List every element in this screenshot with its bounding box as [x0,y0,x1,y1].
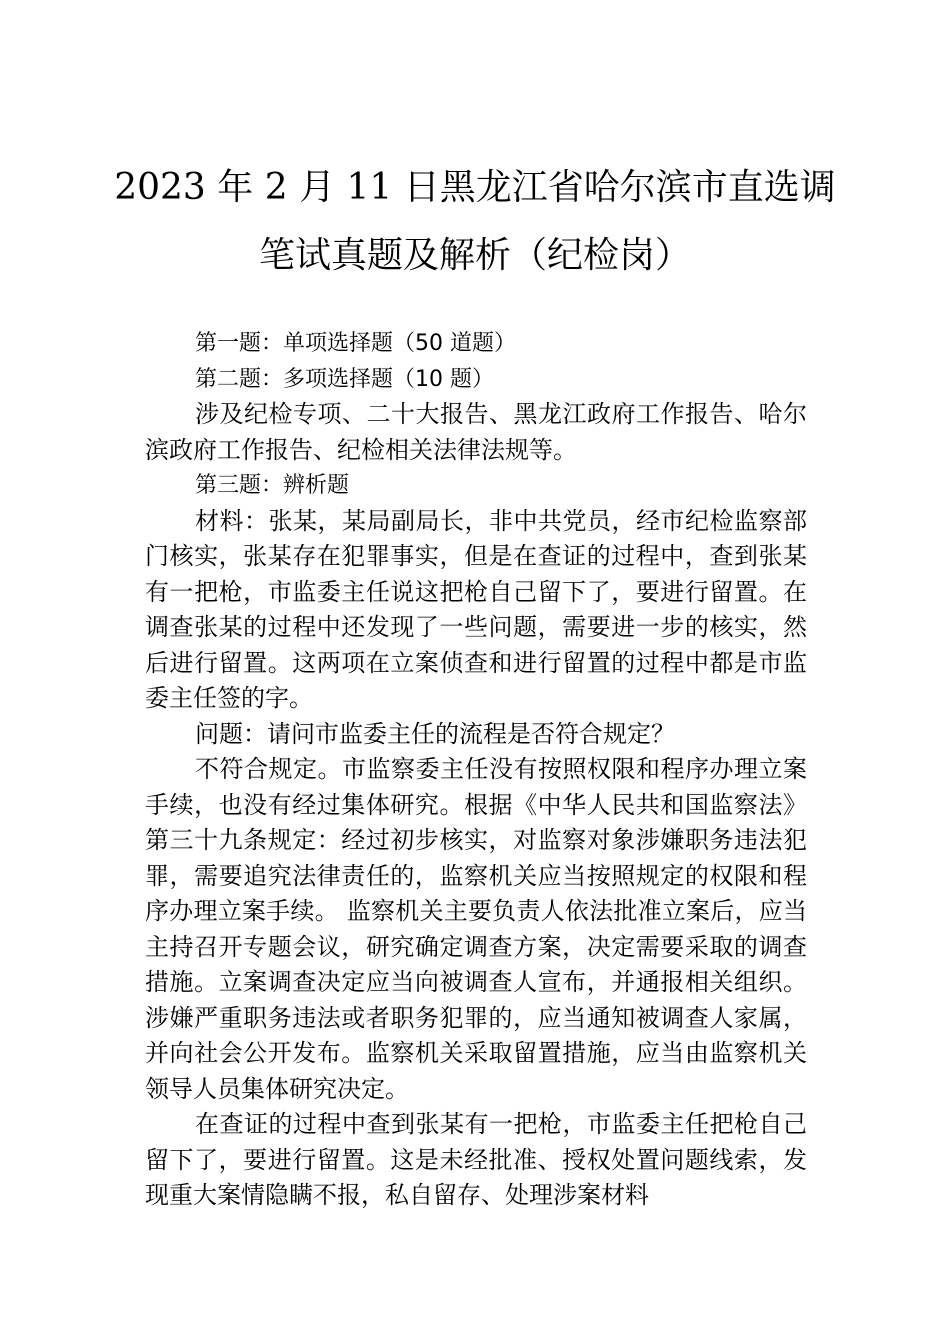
section-heading-single-choice: 第一题：单项选择题（50 道题） [195,331,516,356]
question-paragraph: 问题：请问市监委主任的流程是否符合规定？ [195,719,675,748]
section-heading-multiple-choice: 第二题：多项选择题（10 题） [195,366,494,392]
answer-paragraph-2: 在查证的过程中查到张某有一把枪，市监委主任把枪自己留下了，要进行留置。这是未经批准、授权处置问题线索，发现重大案情隐瞒不报，私自留存、处理涉案材料 [145,1110,807,1209]
document-title-line-1: 2023 年 2 月 11 日黑龙江省哈尔滨市直选调 [114,167,836,208]
document-body [145,326,807,1214]
section-heading-analysis: 第三题：辨析题 [195,473,350,498]
answer-paragraph-1: 不符合规定。市监察委主任没有按照权限和程序办理立案手续，也没有经过集体研究。根据《中华人民共和国监察法》第三十九条规定：经过初步核实，对监察对象涉嫌职务违法犯罪，需要追究法律责任的，监察机关应当按照规定的权限和程序办理立案手续。 监察机关主要负责人依法批准立案后，应当主持召开专题会议，研究确定调查方案，决定需要采取的调查措施。立案调查决定应当向被调查人宣布，并通报相关组织。涉嫌严重职务违法或者职务犯罪的，应当通知被调查人家属，并向社会公开发布。监察机关采取留置措施，应当由监察机关领导人员集体研究决定。 [145,755,807,1103]
scope-paragraph: 涉及纪检专项、二十大报告、黑龙江政府工作报告、哈尔滨政府工作报告、纪检相关法律法规等。 [145,400,807,464]
material-paragraph: 材料：张某，某局副局长，非中共党员，经市纪检监察部门核实，张某存在犯罪事实，但是在查证的过程中，查到张某有一把枪，市监委主任说这把枪自己留下了，要进行留置。在调查张某的过程中还发现了一些问题，需要进一步的核实，然后进行留置。这两项在立案侦查和进行留置的过程中都是市监委主任签的字。 [145,506,807,712]
document-title-line-2: 笔试真题及解析（纪检岗） [258,235,691,276]
